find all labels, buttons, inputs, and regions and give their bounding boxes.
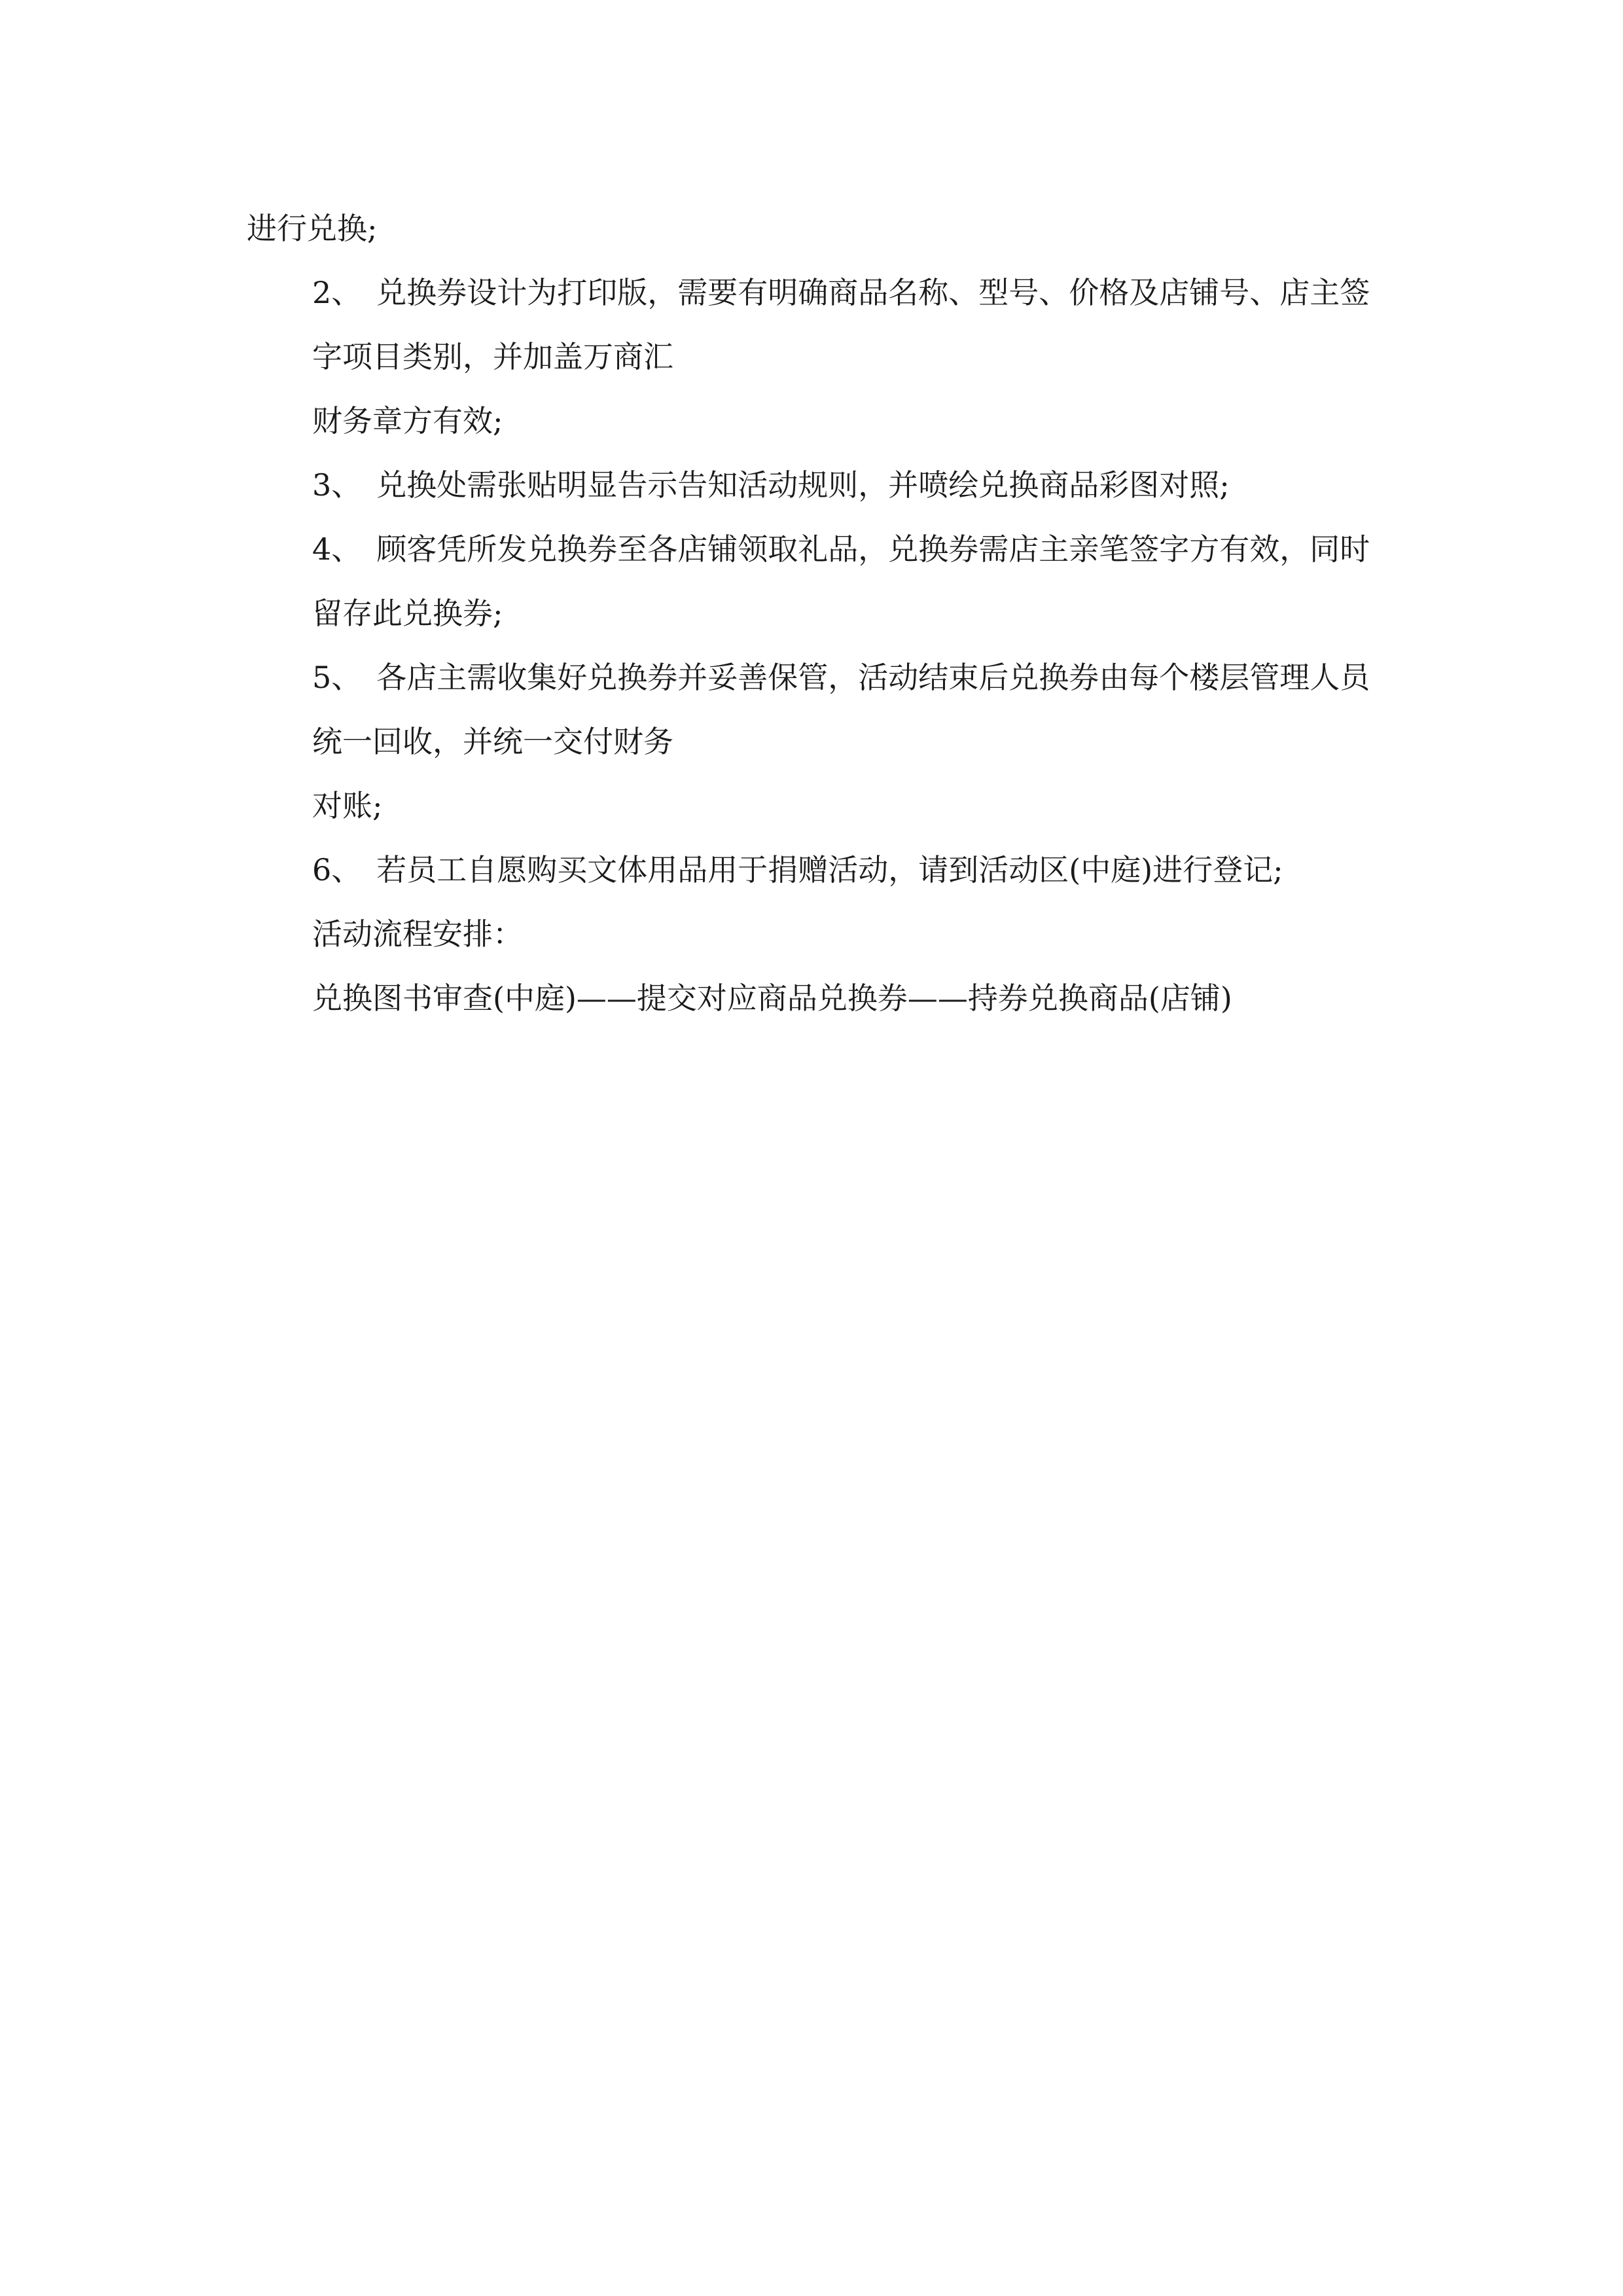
paragraph-continuation: 进行兑换; — [247, 211, 378, 246]
list-item-5: 5、 各店主需收集好兑换券并妥善保管，活动结束后兑换券由每个楼层管理人员统一回收，并统一交付财务 — [312, 660, 1370, 759]
process-flow: 兑换图书审查(中庭)——提交对应商品兑换券——持券兑换商品(店铺) — [312, 980, 1232, 1016]
list-item-6: 6、 若员工自愿购买文体用品用于捐赠活动，请到活动区(中庭)进行登记; — [312, 852, 1283, 888]
section-heading: 活动流程安排： — [312, 916, 523, 952]
list-item-2: 2、 兑换券设计为打印版，需要有明确商品名称、型号、价格及店铺号、店主签字项目类别，并加盖万商汇 — [312, 275, 1370, 374]
list-item-4: 4、 顾客凭所发兑换券至各店铺领取礼品，兑换券需店主亲笔签字方有效，同时留存此兑换券; — [312, 531, 1370, 631]
document-body — [247, 196, 1379, 1030]
list-item-3: 3、 兑换处需张贴明显告示告知活动规则，并喷绘兑换商品彩图对照; — [312, 467, 1230, 503]
paragraph-continuation: 财务章方有效; — [312, 403, 503, 439]
paragraph-continuation: 对账; — [312, 788, 383, 823]
